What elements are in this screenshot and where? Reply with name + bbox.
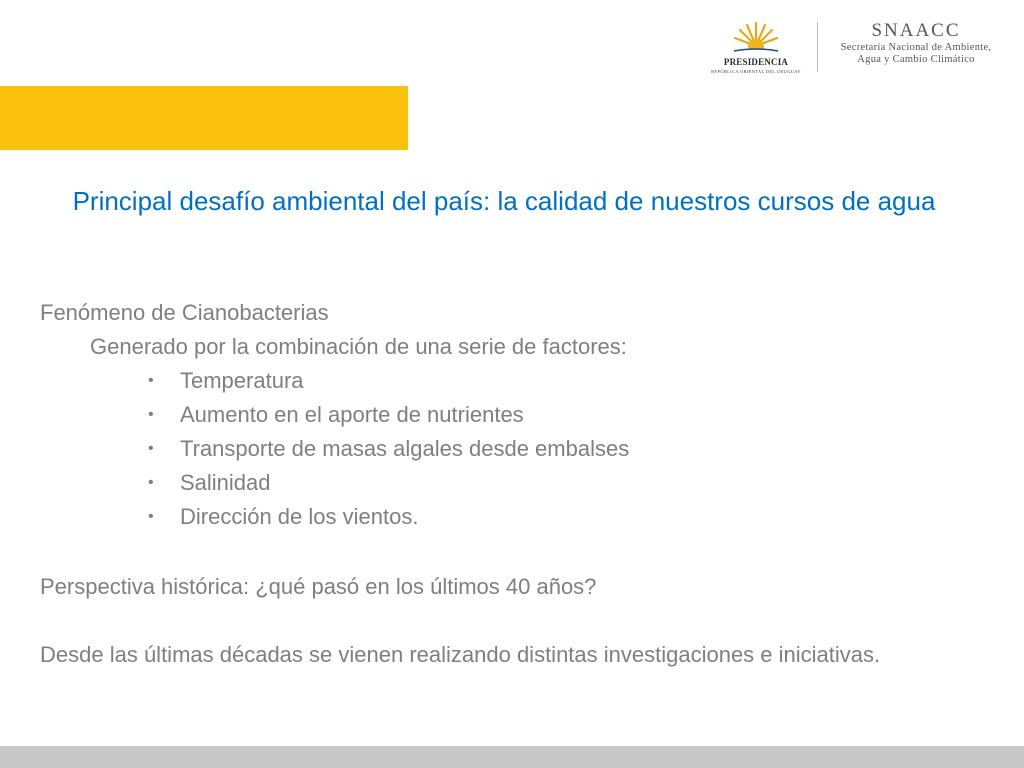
snaacc-line-2: Agua y Cambio Climático: [857, 54, 975, 65]
factor-text: Dirección de los vientos.: [180, 504, 419, 529]
factor-text: Temperatura: [180, 368, 304, 393]
snaacc-title: SNAACC: [871, 20, 961, 41]
list-item: [148, 398, 629, 432]
presidencia-logo: [710, 20, 802, 76]
phenomenon-heading: Fenómeno de Cianobacterias: [40, 300, 329, 325]
factors-list: [148, 364, 629, 534]
presidencia-title: PRESIDENCIA: [723, 57, 789, 67]
closing-paragraph: Desde las últimas décadas se vienen realizando distintas investigaciones e iniciativas.: [40, 642, 881, 667]
perspective-text: Perspectiva histórica: ¿qué pasó en los últimos 40 años?: [40, 574, 597, 599]
footer-bar: [0, 746, 1024, 768]
presidencia-subtitle: REPÚBLICA ORIENTAL DEL URUGUAY: [711, 69, 801, 74]
list-item: [148, 466, 629, 500]
slide-title: Principal desafío ambiental del país: la calidad de nuestros cursos de agua: [72, 186, 936, 216]
sun-icon: [732, 20, 780, 56]
bullet-icon: •: [148, 508, 154, 525]
bullet-icon: •: [148, 406, 154, 423]
factor-text: Aumento en el aporte de nutrientes: [180, 402, 524, 427]
list-item: [148, 500, 629, 534]
factor-text: Transporte de masas algales desde embalses: [180, 436, 630, 461]
bullet-icon: •: [148, 474, 154, 491]
bullet-icon: •: [148, 440, 154, 457]
snaacc-logo: [826, 20, 1006, 66]
list-item: [148, 432, 629, 466]
bullet-icon: •: [148, 372, 154, 389]
snaacc-line-1: Secretaría Nacional de Ambiente,: [840, 42, 992, 53]
logo-divider: [817, 22, 818, 72]
accent-bar: [0, 86, 408, 150]
list-item: [148, 364, 629, 398]
factors-intro: Generado por la combinación de una serie de factores:: [90, 334, 627, 359]
factor-text: Salinidad: [180, 470, 271, 495]
